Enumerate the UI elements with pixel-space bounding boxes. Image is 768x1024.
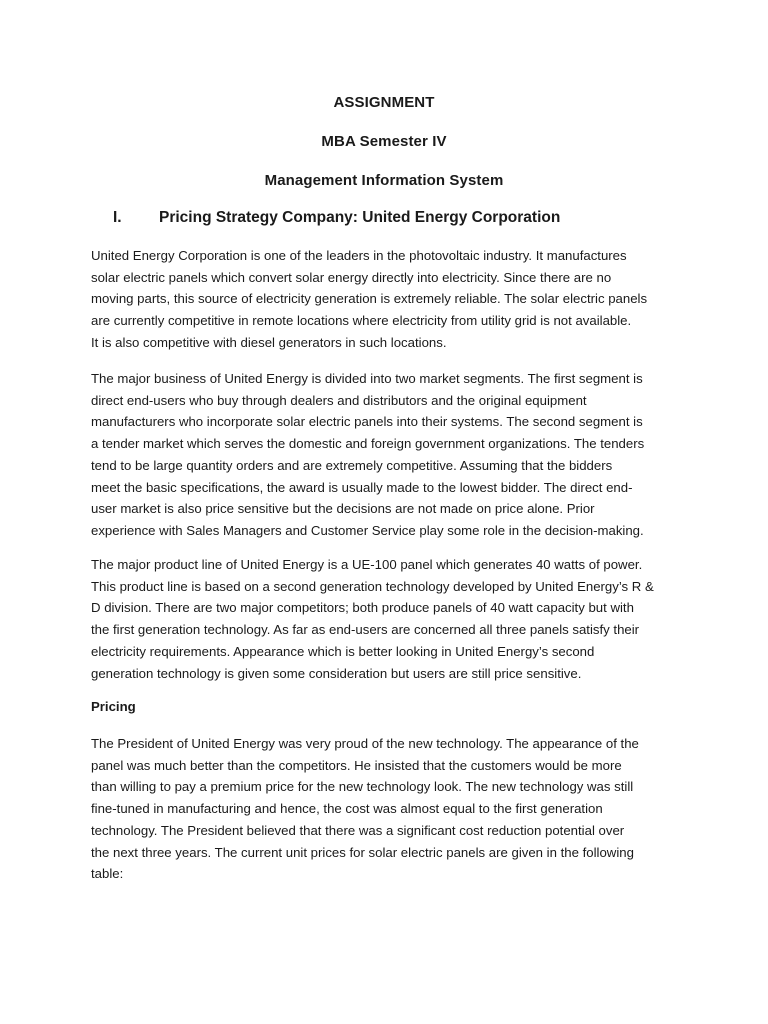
text-line: tend to be large quantity orders and are extremely competitive. Assuming that the bidders xyxy=(91,457,613,473)
text-line: moving parts, this source of electricity generation is extremely reliable. The solar electric panels xyxy=(91,291,648,307)
text-line: The President of United Energy was very proud of the new technology. The appearance of the xyxy=(91,736,639,751)
text-line: fine-tuned in manufacturing and hence, the cost was almost equal to the first generation xyxy=(91,801,603,817)
text-line: generation technology is given some consideration but users are still price sensitive. xyxy=(91,665,582,681)
section-label-rest: Company: United Energy Corporation xyxy=(277,209,561,226)
text-line: user market is also price sensitive but the decisions are not made on price alone. Prior xyxy=(91,501,595,517)
text-line: the first generation technology. As far as end-users are concerned all three panels satisfy their xyxy=(91,622,640,638)
document-title: ASSIGNMENT xyxy=(333,94,435,111)
text-line: than willing to pay a premium price for the new technology look. The new technology was still xyxy=(91,779,634,795)
text-line: technology. The President believed that there was a significant cost reduction potential over xyxy=(91,822,625,838)
text-line: The major business of United Energy is divided into two market segments. The first segment is xyxy=(91,371,643,386)
text-line: manufacturers who incorporate solar electric panels into their systems. The second segment is xyxy=(91,414,643,430)
text-line: This product line is based on a second generation technology developed by United Energy’s R & xyxy=(91,578,654,594)
text-line: United Energy Corporation is one of the leaders in the photovoltaic industry. It manufactures xyxy=(91,248,627,263)
section-label-bold: Pricing Strategy xyxy=(159,209,278,226)
text-line: table: xyxy=(91,866,124,882)
paragraph-product-line xyxy=(91,554,677,684)
text-line: are currently competitive in remote locations where electricity from utility grid is not available. xyxy=(91,313,632,329)
section-heading xyxy=(113,209,560,227)
text-line: direct end-users who buy through dealers and distributors and the original equipment xyxy=(91,392,587,408)
section-number: I. xyxy=(113,209,122,226)
paragraph-intro xyxy=(91,245,677,354)
pricing-subheading: Pricing xyxy=(91,699,136,714)
text-line: the next three years. The current unit prices for solar electric panels are given in the following xyxy=(91,844,634,860)
semester-heading: MBA Semester IV xyxy=(321,133,447,150)
text-line: solar electric panels which convert solar energy directly into electricity. Since there are no xyxy=(91,269,612,285)
text-line: The major product line of United Energy is a UE-100 panel which generates 40 watts of power. xyxy=(91,557,643,572)
text-line: experience with Sales Managers and Customer Service play some role in the decision-making. xyxy=(91,522,644,538)
subject-heading: Management Information System xyxy=(264,172,504,189)
text-line: a tender market which serves the domestic and foreign government organizations. The tenders xyxy=(91,436,645,452)
text-line: D division. There are two major competitors; both produce panels of 40 watt capacity but with xyxy=(91,600,634,616)
paragraph-market-segments xyxy=(91,368,677,542)
text-line: meet the basic specifications, the award is usually made to the lowest bidder. The direct end- xyxy=(91,479,633,495)
paragraph-pricing xyxy=(91,733,677,885)
text-line: electricity requirements. Appearance which is better looking in United Energy’s second xyxy=(91,643,595,659)
text-line: It is also competitive with diesel generators in such locations. xyxy=(91,334,447,350)
text-line: panel was much better than the competitors. He insisted that the customers would be more xyxy=(91,757,622,773)
